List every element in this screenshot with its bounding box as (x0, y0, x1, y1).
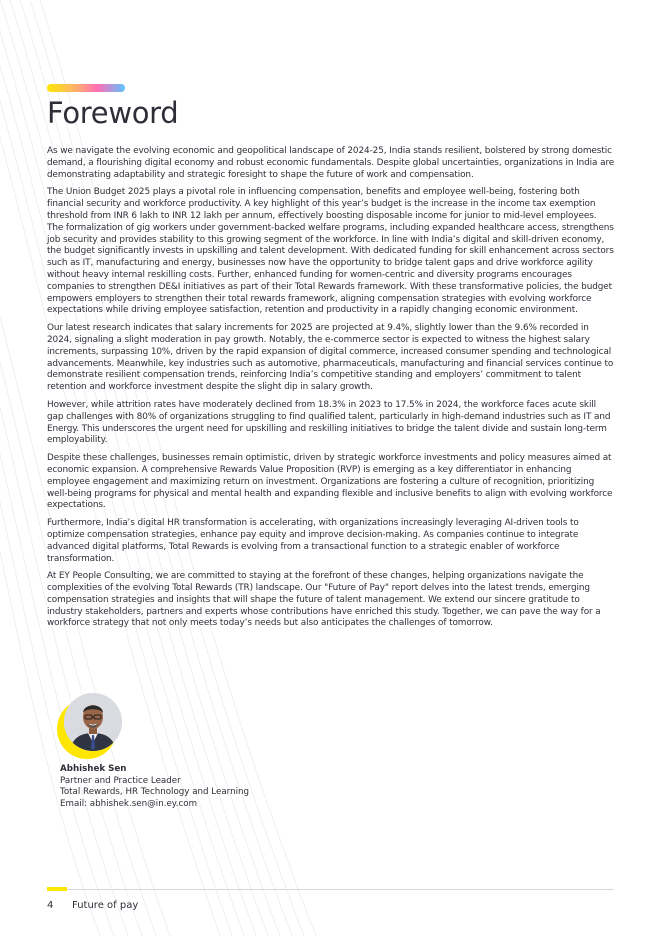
paragraph: Our latest research indicates that salary increments for 2025 are projected at 9.4%, slightly lower than the 9.6% recorded in 2024, signaling a slight moderation in pay growth. Notably, the e-commerce sector is expected to witness the highest salary increments, surpassing 10%, driven by the rapid expansion of digital commerce, increased consumer spending and technological advancements. Meanwhile, key industries such as automotive, pharmaceuticals, manufacturing and financial services continue to demonstrate resilient compensation trends, reinforcing India’s competitive standing and employers’ commitment to talent retention and workforce investment despite the slight dip in salary growth. (47, 323, 614, 393)
paragraph: As we navigate the evolving economic and geopolitical landscape of 2024-25, India stands resilient, bolstered by strong domestic demand, a flourishing digital economy and robust economic fundamentals. Despite global uncertainties, organizations in India are demonstrating adaptability and strategic foresight to shape the future of work and compensation. (47, 146, 615, 180)
page-number: 4 (47, 900, 54, 911)
paragraph: At EY People Consulting, we are committed to staying at the forefront of these changes, helping organizations navigate the complexities of the evolving Total Rewards (TR) landscape. Our "Future of Pay" report delves into the latest trends, emerging compensation strategies and insights that will shape the future of talent management. We extend our sincere gratitude to industry stakeholders, partners and experts whose contributions have enriched this study. Together, we can pave the way for a workforce strategy that not only meets today’s needs but also anticipates the challenges of tomorrow. (47, 571, 601, 629)
author-name: Abhishek Sen (60, 764, 127, 774)
author-department: Total Rewards, HR Technology and Learning (60, 787, 250, 798)
paragraph: Despite these challenges, businesses remain optimistic, driven by strategic workforce investments and policy measures aimed at economic expansion. A comprehensive Rewards Value Proposition (RVP) is emerging as a key differentiator in enhancing employee engagement and maximizing return on investment. Organizations are fostering a culture of recognition, prioritizing well-being programs for physical and mental health and expanding flexible and inclusive benefits to align with evolving workforce expectations. (47, 453, 613, 511)
paragraph: The Union Budget 2025 plays a pivotal role in influencing compensation, benefits and employee well-being, fostering both financial security and workforce productivity. A key highlight of this year’s budget is the increase in the income tax exemption threshold from INR 6 lakh to INR 12 lakh per annum, effectively boosting disposable income for junior to mid-level employees. The formalization of gig workers under government-backed welfare programs, including expanded healthcare access, strengthens job security and provides stability to this growing segment of the workforce. In line with India’s digital and skill-driven economy, the budget significantly invests in upskilling and talent development. With dedicated funding for skill enhancement across sectors such as IT, manufacturing and energy, businesses now have the opportunity to bridge talent gaps and drive workforce agility without heavy internal reskilling costs. Further, enhanced funding for women-centric and diversity programs encourages companies to strengthen DE&I initiatives as part of their Total Rewards framework. With these transformative policies, the budget empowers employers to strengthen their total rewards framework, aligning compensation strategies with evolving workforce expectations while driving employee satisfaction, retention and productivity in a rapidly changing economic environment. (47, 187, 614, 316)
author-signature-block (60, 764, 249, 810)
foreword-body (47, 146, 615, 636)
title-accent-bar (47, 84, 125, 92)
author-email: Email: abhishek.sen@in.ey.com (60, 798, 198, 809)
paragraph: However, while attrition rates have moderately declined from 18.3% in 2023 to 17.5% in 2024, the workforce faces acute skill gap challenges with 80% of organizations struggling to find qualified talent, particularly in high-demand industries such as IT and Energy. This underscores the urgent need for upskilling and reskilling initiatives to bridge the talent divide and sustain long-term employability. (47, 399, 611, 446)
author-role: Partner and Practice Leader (60, 775, 181, 786)
page-title: Foreword (47, 96, 179, 130)
footer-accent-bar (47, 887, 67, 891)
avatar (64, 693, 122, 751)
author-photo (60, 693, 122, 755)
footer-document-title: Future of pay (72, 900, 139, 911)
paragraph: Furthermore, India’s digital HR transformation is accelerating, with organizations increasingly leveraging AI-driven tools to optimize compensation strategies, enhance pay equity and improve decision-making. As companies continue to integrate advanced digital platforms, Total Rewards is evolving from a transactional function to a strategic enabler of workforce transformation. (47, 518, 579, 564)
portrait-illustration (64, 693, 122, 751)
footer-divider (47, 889, 614, 890)
